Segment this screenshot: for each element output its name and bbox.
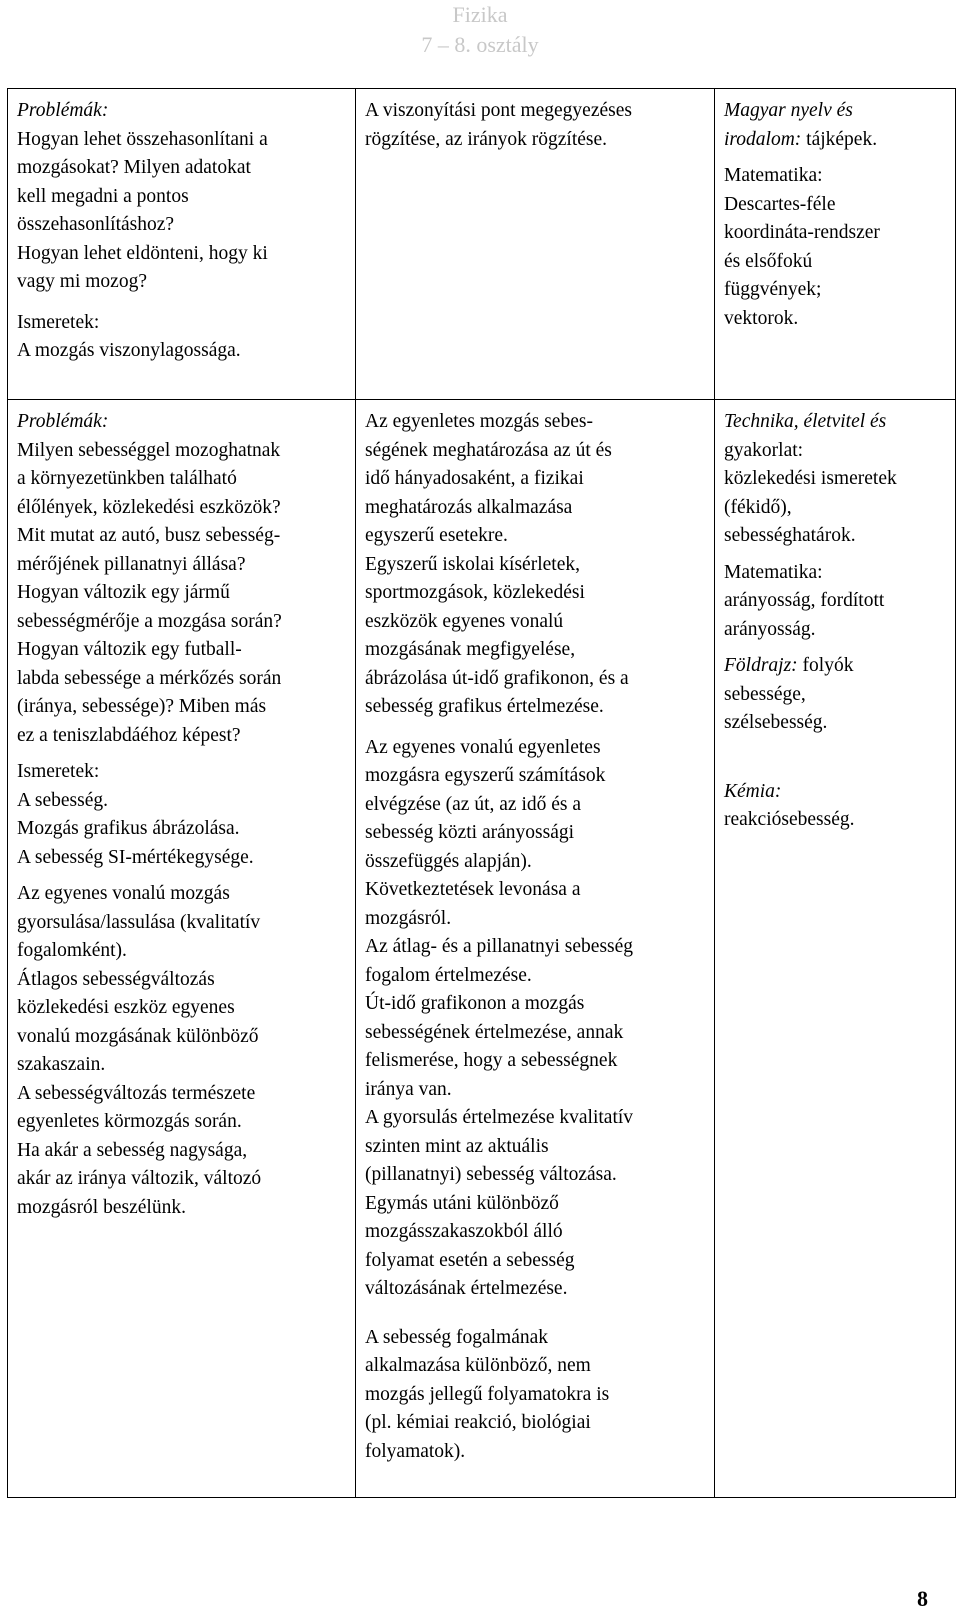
text-line: mozgásról beszélünk. bbox=[17, 1196, 186, 1218]
text-line: ez a teniszlabdáéhoz képest? bbox=[17, 724, 241, 746]
text-line: sportmozgások, közlekedési bbox=[365, 582, 585, 603]
text-span: folyók bbox=[797, 655, 854, 676]
text-line: koordináta-rendszer bbox=[724, 222, 880, 243]
text-line: vagy mi mozog? bbox=[17, 271, 147, 292]
text-line: Átlagos sebességváltozás bbox=[17, 968, 215, 990]
text-line: (pl. kémiai reakció, biológiai bbox=[365, 1412, 591, 1433]
text-line: A gyorsulás értelmezése kvalitatív bbox=[365, 1107, 634, 1128]
text-line: Út-idő grafikonon a mozgás bbox=[365, 993, 585, 1014]
text-line: egyszerű esetekre. bbox=[365, 525, 508, 546]
text-line: ábrázolása út-idő grafikonon, és a bbox=[365, 667, 629, 689]
text-line: rögzítése, az irányok rögzítése. bbox=[365, 128, 608, 150]
text-line: Az egyenes vonalú mozgás bbox=[17, 883, 230, 904]
text-line: Az egyenes vonalú egyenletes bbox=[365, 736, 601, 758]
text-line: Milyen sebességgel mozoghatnak bbox=[17, 439, 281, 461]
problems-label: Problémák: bbox=[17, 100, 109, 121]
text-line: élőlények, közlekedési eszközök? bbox=[17, 496, 281, 518]
text-line: felismerése, hogy a sebességnek bbox=[365, 1050, 618, 1071]
text-line: mozgás jellegű folyamatokra is bbox=[365, 1383, 610, 1405]
header-grade: 7 – 8. osztály bbox=[421, 32, 539, 57]
text-line: és elsőfokú bbox=[724, 250, 813, 272]
text-line: sebességhatárok. bbox=[724, 525, 856, 546]
text-line: Hogyan változik egy futball- bbox=[17, 639, 242, 660]
table-row bbox=[8, 89, 956, 400]
text-line: szélsebesség. bbox=[724, 712, 828, 733]
text-line: folyamat esetén a sebesség bbox=[365, 1249, 575, 1271]
text-line: sebességmérője a mozgása során? bbox=[17, 610, 282, 632]
text-line: arányosság. bbox=[724, 618, 816, 640]
text-line: reakciósebesség. bbox=[724, 809, 855, 830]
text-line: sebesség közti arányossági bbox=[365, 822, 575, 843]
text-line: Hogyan lehet eldönteni, hogy ki bbox=[17, 242, 268, 264]
text-line: közlekedési ismeretek bbox=[724, 468, 897, 489]
text-line: Következtetések levonása a bbox=[365, 879, 581, 900]
text-line: Az egyenletes mozgás sebes- bbox=[365, 411, 593, 432]
text-line: sebessége, bbox=[724, 683, 806, 705]
text-line: arányosság, fordított bbox=[724, 590, 885, 611]
text-line: vonalú mozgásának különböző bbox=[17, 1025, 259, 1047]
text-line: meghatározás alkalmazása bbox=[365, 496, 573, 518]
text-line: ségének meghatározása az út és bbox=[365, 439, 612, 461]
subject-label: Magyar nyelv és bbox=[724, 100, 853, 121]
text-span: tájképek. bbox=[801, 128, 878, 150]
subject-label: Kémia: bbox=[724, 780, 782, 802]
text-line: A sebesség SI-mértékegysége. bbox=[17, 846, 254, 868]
subject-label: Földrajz: bbox=[724, 655, 798, 676]
text-line: iránya van. bbox=[365, 1078, 452, 1100]
text-line: mozgásszakaszokból álló bbox=[365, 1221, 563, 1242]
text-line: alkalmazása különböző, nem bbox=[365, 1355, 591, 1376]
text-line bbox=[724, 126, 949, 155]
text-line: Hogyan változik egy jármű bbox=[17, 582, 230, 603]
text-line: akár az iránya változik, változó bbox=[17, 1168, 262, 1189]
text-line: közlekedési eszköz egyenes bbox=[17, 997, 235, 1018]
connections-cell bbox=[715, 89, 956, 400]
text-line: mozgásról. bbox=[365, 907, 452, 929]
text-line: A mozgás viszonylagossága. bbox=[17, 340, 241, 361]
subject-label: Technika, életvitel és bbox=[724, 411, 887, 432]
knowledge-label: Ismeretek: bbox=[17, 761, 100, 782]
page-number: 8 bbox=[917, 1586, 928, 1611]
text-line: A viszonyítási pont megegyezéses bbox=[365, 100, 632, 121]
text-line: Mozgás grafikus ábrázolása. bbox=[17, 818, 240, 839]
text-line: fogalomként). bbox=[17, 940, 127, 961]
text-line: kell megadni a pontos bbox=[17, 185, 189, 207]
text-line: labda sebessége a mérkőzés során bbox=[17, 667, 282, 689]
text-line: sebesség grafikus értelmezése. bbox=[365, 696, 604, 717]
subject-label: irodalom: bbox=[724, 128, 802, 150]
text-line: egyenletes körmozgás során. bbox=[17, 1111, 242, 1132]
text-line: A sebesség fogalmának bbox=[365, 1326, 549, 1348]
header-subject: Fizika bbox=[452, 2, 508, 27]
text-line: eszközök egyenes vonalú bbox=[365, 610, 564, 632]
text-line: A sebesség. bbox=[17, 789, 108, 811]
subject-label: Matematika: bbox=[724, 165, 823, 186]
text-line: vektorok. bbox=[724, 307, 799, 329]
text-line: sebességének értelmezése, annak bbox=[365, 1021, 624, 1043]
problems-cell bbox=[8, 89, 356, 400]
text-line: idő hányadosaként, a fizikai bbox=[365, 468, 584, 489]
text-line: folyamatok). bbox=[365, 1440, 466, 1462]
text-line: (iránya, sebessége)? Miben más bbox=[17, 696, 267, 717]
text-line: összefüggés alapján). bbox=[365, 850, 532, 872]
text-line: a környezetünkben található bbox=[17, 468, 237, 489]
activities-cell bbox=[356, 400, 715, 1498]
text-line bbox=[724, 652, 949, 681]
page-header bbox=[0, 0, 960, 60]
text-line: Descartes-féle bbox=[724, 193, 836, 215]
text-line: szakaszain. bbox=[17, 1054, 106, 1075]
text-line: szinten mint az aktuális bbox=[365, 1135, 549, 1157]
text-line: mozgásának megfigyelése, bbox=[365, 639, 576, 660]
subject-label: Matematika: bbox=[724, 561, 823, 583]
text-line: A sebességváltozás természete bbox=[17, 1082, 256, 1104]
text-line: Egyszerű iskolai kísérletek, bbox=[365, 553, 580, 575]
connections-cell bbox=[715, 400, 956, 1498]
text-line: Egymás utáni különböző bbox=[365, 1192, 559, 1214]
text-line: gyakorlat: bbox=[724, 439, 804, 461]
text-line: mozgásokat? Milyen adatokat bbox=[17, 157, 251, 178]
text-line: változásának értelmezése. bbox=[365, 1278, 568, 1299]
text-line: gyorsulása/lassulása (kvalitatív bbox=[17, 911, 261, 933]
knowledge-label: Ismeretek: bbox=[17, 311, 100, 333]
text-line: Hogyan lehet összehasonlítani a bbox=[17, 128, 268, 150]
text-line: Ha akár a sebesség nagysága, bbox=[17, 1139, 248, 1161]
text-line: összehasonlításhoz? bbox=[17, 214, 175, 235]
text-line: mozgásra egyszerű számítások bbox=[365, 765, 606, 786]
text-line: Mit mutat az autó, busz sebesség- bbox=[17, 525, 281, 546]
text-line: Az átlag- és a pillanatnyi sebesség bbox=[365, 936, 634, 957]
text-line: fogalom értelmezése. bbox=[365, 964, 532, 986]
activities-cell bbox=[356, 89, 715, 400]
text-line: mérőjének pillanatnyi állása? bbox=[17, 553, 246, 575]
text-line: (pillanatnyi) sebesség változása. bbox=[365, 1164, 617, 1185]
problems-label: Problémák: bbox=[17, 411, 109, 432]
text-line: (fékidő), bbox=[724, 496, 792, 518]
problems-cell bbox=[8, 400, 356, 1498]
table-row bbox=[8, 400, 956, 1498]
curriculum-table bbox=[7, 88, 956, 1498]
text-line: függvények; bbox=[724, 279, 822, 300]
text-line: elvégzése (az út, az idő és a bbox=[365, 793, 582, 815]
